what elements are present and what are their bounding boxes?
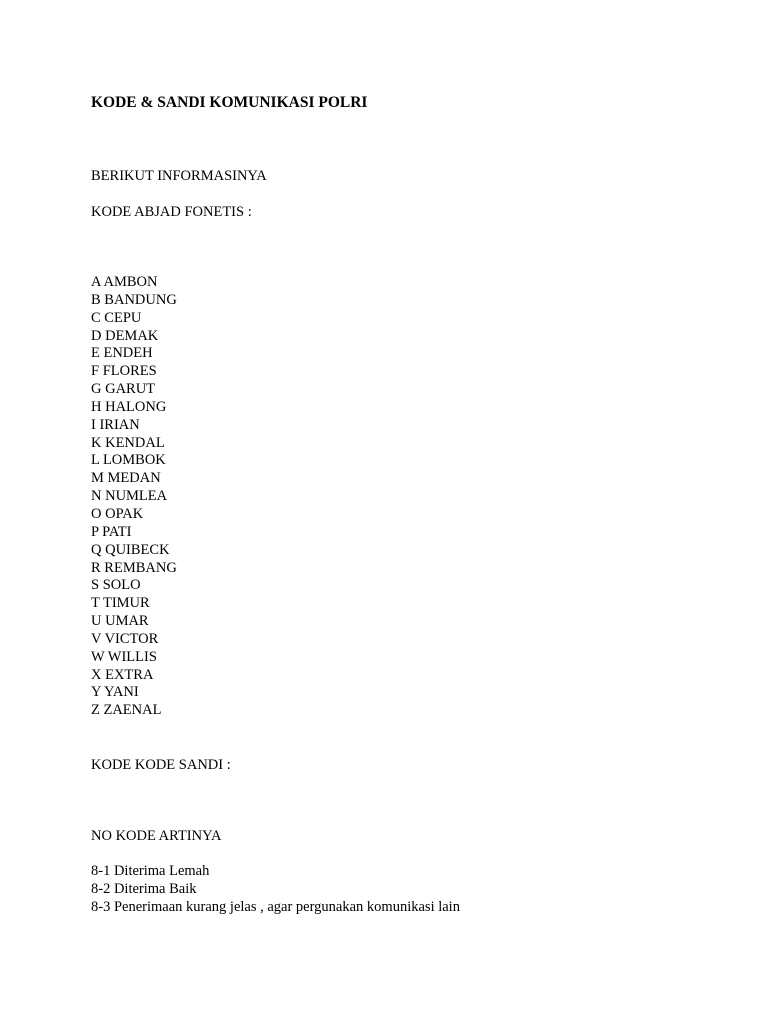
- phonetic-alphabet-item: H HALONG: [91, 398, 167, 415]
- phonetic-alphabet-item: Z ZAENAL: [91, 702, 162, 719]
- code-item: 8-1 Diterima Lemah: [91, 863, 210, 879]
- intro-text: BERIKUT INFORMASINYA: [91, 168, 267, 184]
- phonetic-heading: KODE ABJAD FONETIS :: [91, 204, 252, 220]
- phonetic-alphabet-item: R REMBANG: [91, 559, 177, 576]
- phonetic-alphabet-item: A AMBON: [91, 274, 158, 290]
- codes-list: [91, 862, 460, 916]
- document-title: KODE & SANDI KOMUNIKASI POLRI: [91, 94, 368, 111]
- code-item: 8-3 Penerimaan kurang jelas , agar pergunakan komunikasi lain: [91, 899, 460, 915]
- phonetic-alphabet-item: U UMAR: [91, 613, 149, 630]
- phonetic-alphabet-item: F FLORES: [91, 363, 157, 380]
- phonetic-alphabet-item: S SOLO: [91, 577, 141, 594]
- phonetic-alphabet-list: [91, 274, 177, 720]
- phonetic-alphabet-item: Y YANI: [91, 684, 139, 701]
- phonetic-alphabet-item: T TIMUR: [91, 595, 150, 612]
- phonetic-alphabet-item: C CEPU: [91, 309, 142, 326]
- phonetic-alphabet-item: G GARUT: [91, 381, 156, 398]
- codes-column-header: NO KODE ARTINYA: [91, 828, 222, 844]
- phonetic-alphabet-item: L LOMBOK: [91, 452, 166, 469]
- phonetic-alphabet-item: M MEDAN: [91, 470, 161, 487]
- phonetic-alphabet-item: X EXTRA: [91, 666, 154, 683]
- code-item: 8-2 Diterima Baik: [91, 881, 197, 897]
- phonetic-alphabet-item: W WILLIS: [91, 648, 157, 665]
- phonetic-alphabet-item: V VICTOR: [91, 630, 159, 647]
- phonetic-alphabet-item: B BANDUNG: [91, 291, 177, 308]
- phonetic-alphabet-item: D DEMAK: [91, 327, 159, 344]
- phonetic-alphabet-item: E ENDEH: [91, 345, 153, 362]
- codes-heading: KODE KODE SANDI :: [91, 757, 231, 773]
- phonetic-alphabet-item: P PATI: [91, 523, 132, 540]
- phonetic-alphabet-item: K KENDAL: [91, 434, 165, 451]
- phonetic-alphabet-item: Q QUIBECK: [91, 541, 170, 558]
- phonetic-alphabet-item: N NUMLEA: [91, 488, 168, 505]
- phonetic-alphabet-item: I IRIAN: [91, 416, 140, 433]
- phonetic-alphabet-item: O OPAK: [91, 505, 144, 522]
